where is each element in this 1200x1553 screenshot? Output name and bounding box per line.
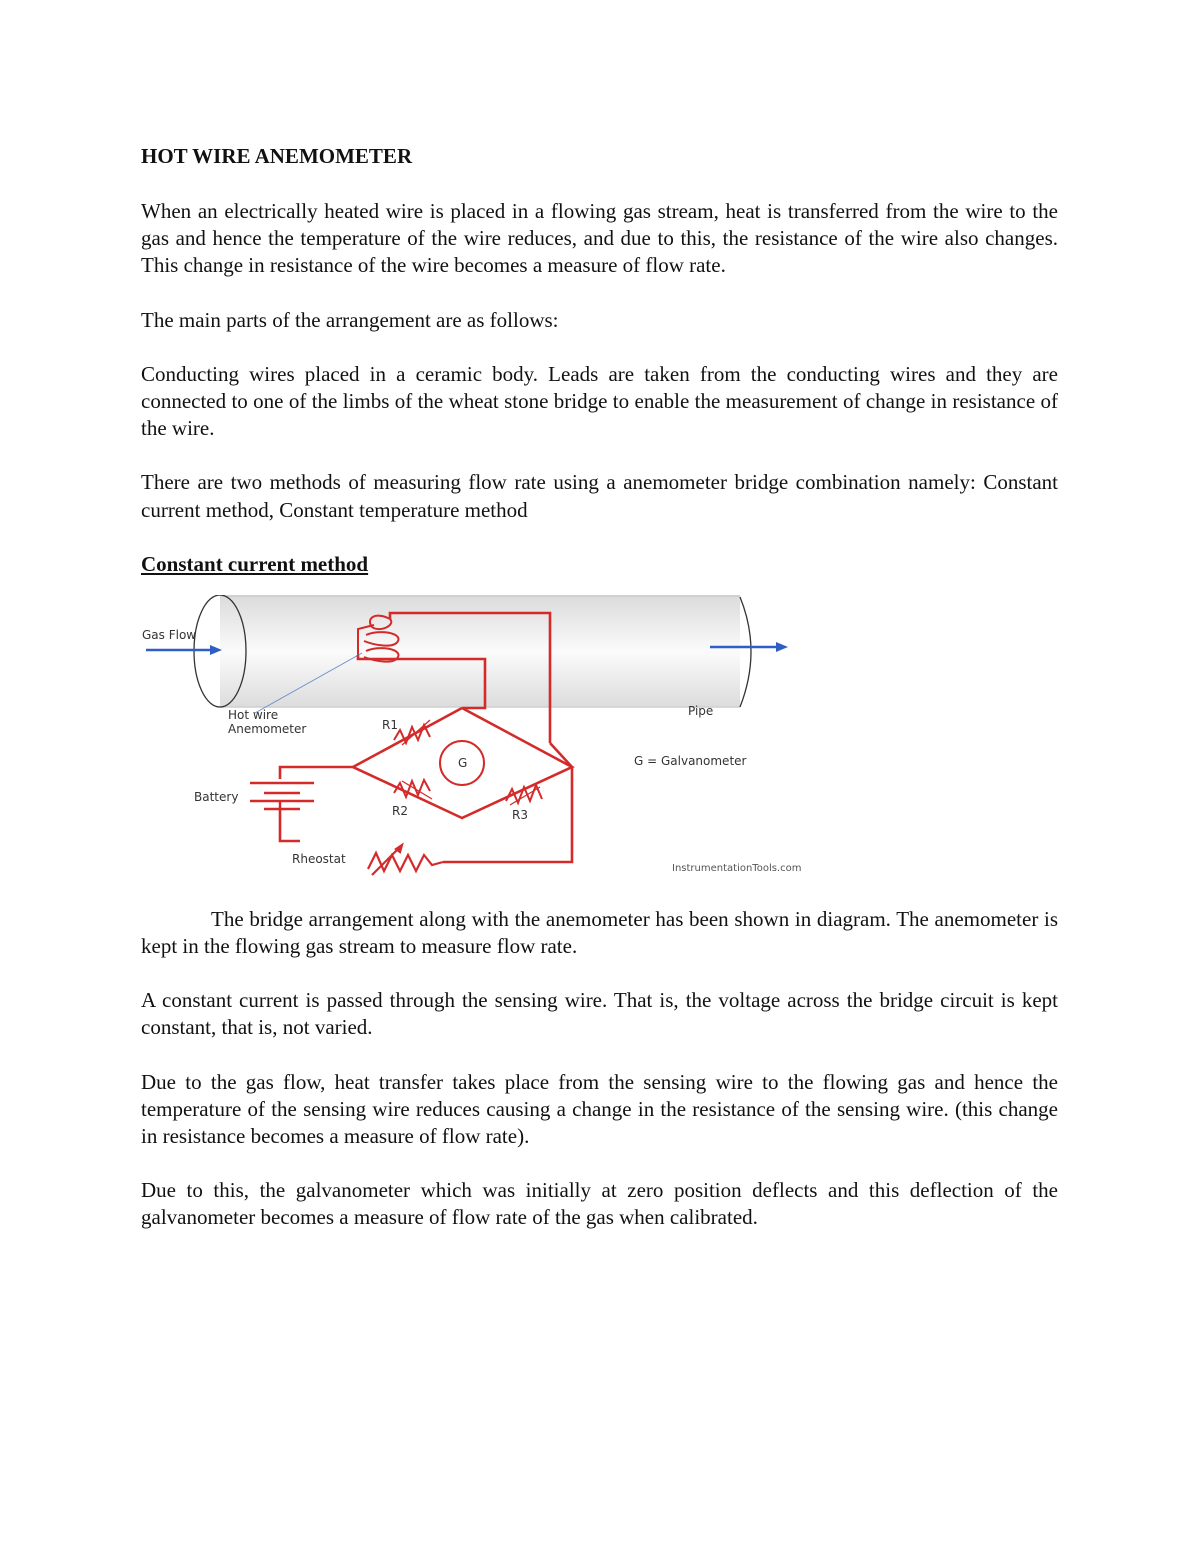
intro-paragraph: When an electrically heated wire is placed in a flowing gas stream, heat is transferred from the wire to the gas and hence the temperature of the wire reduces, and due to this, the resistance of the wire also changes. This change in resistance of the wire becomes a measure of flow rate. — [141, 199, 1058, 278]
parts-description-paragraph: Conducting wires placed in a ceramic body. Leads are taken from the conducting wires and they are connected to one of the limbs of the wheat stone bridge to enable the measurement of change in resistance of the wire. — [141, 361, 1058, 441]
heat-transfer-paragraph: Due to the gas flow, heat transfer takes place from the sensing wire to the flowing gas and hence the temperature of the sensing wire reduces causing a change in the resistance of the sensing wire. (this change in resistance becomes a measure of flow rate). — [141, 1069, 1058, 1149]
pipe-outlet-end — [740, 597, 751, 707]
section-heading-constant-current: Constant current method — [141, 551, 369, 576]
r1-label: R1 — [382, 717, 398, 732]
circuit-diagram-svg — [140, 595, 852, 877]
battery-label: Battery — [194, 789, 239, 804]
gas-flow-label: Gas Flow — [142, 627, 197, 642]
document-title: HOT WIRE ANEMOMETER — [141, 144, 413, 168]
bridge-arrangement-paragraph: The bridge arrangement along with the anemometer has been shown in diagram. The anemometer is kept in the flowing gas stream to measure flow rate. — [141, 906, 1058, 959]
battery-symbol — [250, 783, 314, 809]
methods-paragraph: There are two methods of measuring flow rate using a anemometer bridge combination namely: Constant current method, Constant temperature method — [141, 470, 1058, 522]
circuit-diagram — [140, 595, 852, 877]
pipe-label: Pipe — [688, 703, 714, 718]
rheostat-symbol — [368, 845, 443, 875]
r2-label: R2 — [392, 803, 408, 818]
galvanometer-symbol: G — [458, 755, 468, 770]
parts-intro-paragraph: The main parts of the arrangement are as follows: — [141, 307, 559, 332]
hot-wire-label-line1: Hot wire — [228, 707, 279, 722]
hot-wire-label-line2: Anemometer — [228, 721, 307, 736]
document-body — [141, 143, 1058, 1259]
galvanometer-legend: G = Galvanometer — [634, 753, 747, 768]
watermark: InstrumentationTools.com — [672, 862, 802, 874]
gas-flow-arrow — [146, 645, 222, 655]
constant-current-paragraph: A constant current is passed through the sensing wire. That is, the voltage across the bridge circuit is kept constant, that is, not varied. — [141, 988, 1058, 1040]
rheostat-label: Rheostat — [292, 851, 346, 866]
r3-label: R3 — [512, 807, 528, 822]
galvanometer-deflection-paragraph: Due to this, the galvanometer which was initially at zero position deflects and this deflection of the galvanometer becomes a measure of flow rate of the gas when calibrated. — [141, 1178, 1058, 1230]
